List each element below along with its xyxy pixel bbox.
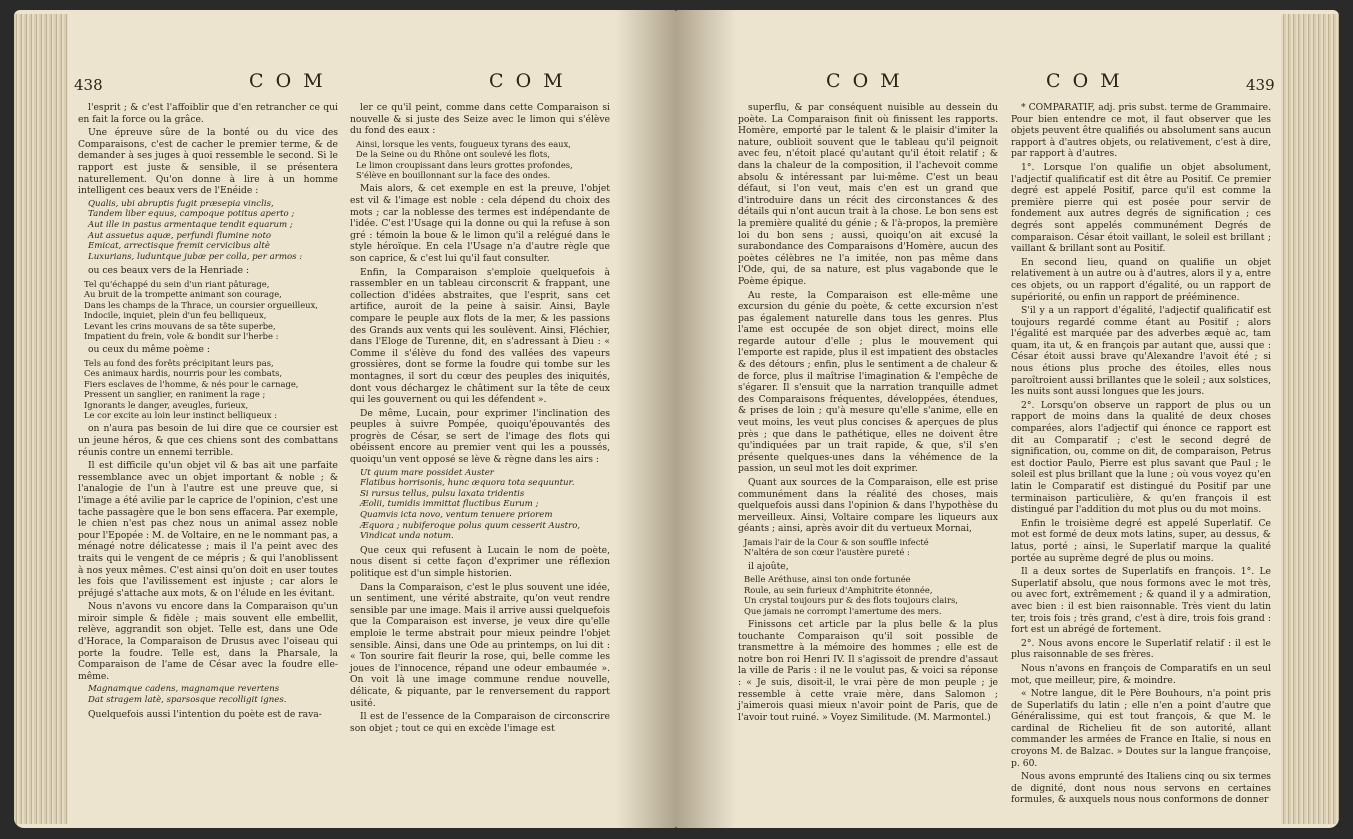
verse-line: Dans les champs de la Thrace, un coursier orgueilleux,	[84, 299, 318, 310]
verse-line: Magnamque cadens, magnamque revertens	[88, 684, 280, 695]
text-column	[78, 102, 338, 722]
text-column	[350, 102, 610, 736]
verse-line: Impatient du frein, vole & bondit sur l'herbe :	[84, 330, 279, 341]
verse-line: Jamais l'air de la Cour & son souffle infecté	[744, 536, 929, 547]
verse-line: Quamvis icta novo, ventum tenuere priorem	[360, 510, 553, 521]
verse-line: Le cor excite au loin leur instinct belliqueux :	[84, 409, 278, 420]
running-head	[676, 70, 1339, 100]
paragraph: 2°. Lorsqu'on observe un rapport de plus ou un rapport de moins dans la qualité de deux choses comparées, alors l'adjectif qui énonce ce rapport est dit au Comparatif ; c'est le second degré de signification, ou, comme on dit, de comparaison, Petrus est doctior Paulo, Pierre est plus savant que Paul ; le soleil est plus brillant que la lune ; où vous voyez qu'en latin le Comparatif est distingué du Positif par une terminaison particulière, & qu'en françois il est distingué par l'addition du mot plus ou du mot moins.	[1011, 399, 1271, 516]
paragraph: Que ceux qui refusent à Lucain le nom de poète, nous disent si cette façon d'exprimer une réflexion politique est d'un simple historien.	[350, 544, 610, 579]
verse-line: Roule, au sein furieux d'Amphitrite étonnée,	[744, 584, 933, 595]
paragraph: Une épreuve sûre de la bonté ou du vice des Comparaisons, c'est de cacher le premier terme, & de demander à ses juges à quoi ressemble le second. Si le rapport est juste & sensible, il se présentera naturellement. Qu'on donne à lire à un homme intelligent ces beaux vers de l'Enéide :	[78, 127, 338, 197]
verse-quotation	[744, 537, 998, 558]
paragraph: Il a deux sortes de Superlatifs en françois. 1°. Le Superlatif absolu, que nous formons avec le mot très, ou avec fort, extrêmement ; & quand il y a admiration, avec bien : il est bien raisonnable. Très vient du latin ter, trois fois ; très grand, c'est à dire, trois fois grand : fort est un abrégé de fortement.	[1011, 566, 1271, 636]
verse-line: Fiers esclaves de l'homme, & nés pour le carnage,	[84, 378, 299, 389]
right-page	[676, 10, 1339, 828]
verse-line: Levant les crins mouvans de sa tête superbe,	[84, 320, 276, 331]
verse-quotation	[360, 468, 610, 542]
paragraph: ler ce qu'il peint, comme dans cette Comparaison si nouvelle & si juste des Seize avec le limon qui s'élève du fond des eaux :	[350, 102, 610, 137]
verse-line: Belle Aréthuse, ainsi ton onde fortunée	[744, 574, 911, 585]
verse-quotation	[88, 199, 338, 263]
paragraph: Finissons cet article par la plus belle & la plus touchante Comparaison qu'il soit possible de transmettre à la mémoire des hommes ; elle est de notre bon roi Henri IV. Il s'agissoit de prendre d'assaut la ville de Paris : il ne le voulut pas, & voici sa réponse : « Je suis, disoit-il, le vrai père de mon peuple ; je ressemble à cette vraie mère, dans Salomon ; j'aimerois quasi mieux n'avoir point de Paris, que de l'avoir tout ruiné. » Voyez Similitude. (M. Marmontel.)	[738, 619, 998, 723]
verse-line: Æolii, tumidis immittat fluctibus Eurum ;	[360, 499, 539, 510]
running-title: C O M	[489, 70, 566, 92]
verse-line: Si rursus tellus, pulsu laxata tridentis	[360, 488, 525, 499]
paragraph: S'il y a un rapport d'égalité, l'adjectif qualificatif est toujours regardé comme étant au Positif ; alors l'égalité est marquée par des adverbes æquè ac, tam quam, ita ut, & en françois par autant que, aussi que : César étoit aussi brave qu'Alexandre l'avoit été ; si nous étions plus proche des étoiles, elles nous paroîtroient aussi brillantes que le soleil ; aux solstices, les nuits sont aussi longues que les jours.	[1011, 305, 1271, 398]
paragraph: ou ces beaux vers de la Henriade :	[88, 265, 250, 277]
verse-line: Flatibus horrisonis, hunc æquora tota sequuntur.	[360, 478, 575, 489]
page-edges-right	[1281, 14, 1339, 824]
verse-line: Emicat, arrectisque fremit cervicibus altè	[88, 241, 270, 252]
paragraph: Enfin, la Comparaison s'emploie quelquefois à rassembler en un tableau circonscrit & frappant, une collection d'idées abstraites, que l'esprit, sans cet artifice, auroit de la peine à saisir. Ainsi, Bayle compare le peuple aux flots de la mer, & les passions des Grands aux vents qui les soulèvent. Ainsi, Fléchier, dans l'Eloge de Turenne, dit, en s'adressant à Dieu : « Comme il s'élève du fond des vallées des vapeurs grossières, dont se forme la foudre qui tombe sur les montagnes, il sort du cœur des peuples des iniquités, dont vous déchargez le châtiment sur la tête de ceux qui les gouvernent ou qui les défendent ».	[350, 266, 610, 406]
verse-line: Luxurians, luduntque jubæ per colla, per armos :	[88, 251, 303, 262]
running-title: C O M	[1046, 70, 1123, 92]
verse-line: Aut ille in pastus armentaque tendit equarum ;	[88, 219, 293, 230]
page-edges-left	[14, 14, 68, 824]
verse-line: Ut quum mare possidet Auster	[360, 467, 494, 478]
verse-line: Pressent un sanglier, en raniment la rage ;	[84, 389, 266, 400]
verse-quotation	[744, 574, 998, 616]
verse-line: Qualis, ubi abruptis fugit præsepia vinclis,	[88, 198, 274, 209]
paragraph: Nous avons emprunté des Italiens cinq ou six termes de dignité, dont nous nous servons en certaines formules, & auxquels nous nous conformons de donner	[1011, 771, 1271, 806]
verse-line: Indocile, inquiet, plein d'un feu belliqueux,	[84, 310, 267, 321]
running-title: C O M	[826, 70, 903, 92]
paragraph: De même, Lucain, pour exprimer l'inclination des peuples à suivre Pompée, quoiqu'épouvantés des progrès de César, se sert de l'image des flots qui obéissent encore au premier vent qui les a poussés, quoiqu'un vent opposé se lève & règne dans les airs :	[350, 407, 610, 466]
page-number: 438	[74, 76, 103, 94]
paragraph: 1°. Lorsque l'on qualifie un objet absolument, l'adjectif qualificatif est dit être au Positif. Ce premier degré est appelé Positif, parce qu'il est comme la première pierre qui est posée pour servir de fondement aux autres degrés de signification ; ces degrés sont appelés communément Degrés de comparaison. César étoit vaillant, le soleil est brillant ; vaillant & brillant sont au Positif.	[1011, 161, 1271, 255]
verse-line: De la Seine ou du Rhône ont soulevé les flots,	[356, 149, 551, 160]
verse-line: Que jamais ne corrompt l'amertume des mers.	[744, 605, 942, 616]
verse-line: Æquora ; nubiferoque polus quum cesserit Austro,	[360, 520, 581, 531]
paragraph: Quelquefois aussi l'intention du poète est de rava-	[88, 708, 322, 720]
verse-line: Un crystal toujours pur & des flots toujours clairs,	[744, 595, 958, 606]
verse-line: Tels au fond des forêts précipitant leurs pas,	[84, 357, 274, 368]
paragraph: Enfin le troisième degré est appelé Superlatif. Ce mot est formé de deux mots latins, super, au dessus, & latus, porté ; ainsi, le Superlatif marque la qualité portée au suprème degré de plus ou moins.	[1011, 517, 1271, 564]
verse-quotation	[84, 279, 338, 341]
verse-line: Tandem liber equus, campoque potitus aperto ;	[88, 209, 295, 220]
running-title: C O M	[249, 70, 326, 92]
paragraph: Il est de l'essence de la Comparaison de circonscrire son objet ; tout ce qui en excède l'image est	[350, 711, 610, 734]
verse-line: Le limon croupissant dans leurs grottes profondes,	[356, 159, 573, 170]
paragraph: Nous n'avons vu encore dans la Comparaison qu'un miroir simple & fidèle ; mais souvent elle embellit, relève, aggrandit son objet. Telle est, dans une Ode d'Horace, la Comparaison de Drusus avec l'oiseau qui porte la foudre. Telle est, dans la Pharsale, la Comparaison de l'ame de César avec la foudre elle-même.	[78, 601, 338, 682]
verse-line: N'altéra de son cœur l'austère pureté :	[744, 547, 910, 558]
paragraph: l'esprit ; & c'est l'affoiblir que d'en retrancher ce qui en fait la force ou la grâce.	[78, 102, 338, 125]
verse-quotation	[88, 684, 338, 705]
verse-line: Dat stragem latè, sparsosque recolligit ignes.	[88, 695, 287, 706]
verse-quotation	[356, 139, 610, 181]
verse-line: Ignorants le danger, aveugles, furieux,	[84, 399, 249, 410]
page-number: 439	[1246, 76, 1275, 94]
paragraph: « Notre langue, dit le Père Bouhours, n'a point pris de Superlatifs du latin ; elle n'en a point d'autre que Généralissime, qui est tout françois, & que M. le cardinal de Richelieu fit de son autorité, allant commander les armées de France en Italie, si nous en croyons M. de Balzac. » Doutes sur la langue françoise, p. 60.	[1011, 688, 1271, 769]
running-head	[14, 70, 676, 100]
paragraph: ou ceux du même poème :	[88, 344, 210, 356]
verse-line: Ces animaux hardis, nourris pour les combats,	[84, 368, 283, 379]
paragraph: Il est difficile qu'un objet vil & bas ait une parfaite ressemblance avec un objet important & noble ; & l'analogie de l'un à l'autre est une preuve que, si l'image a été avilie par le caprice de l'opinion, c'est une tache passagère que le bon sens effacera. Par exemple, le chien n'est pas chez nous un animal assez noble pour l'Epopée : M. de Voltaire, en ne le nommant pas, a ménagé notre délicatesse ; mais il l'a peint avec des traits qui le vengent de ce mépris ; & qui l'anoblissent à nos yeux mêmes. C'est ainsi qu'on doit en user toutes les fois que l'avilissement est injuste ; car alors le préjugé s'attache aux mots, & on l'élude en les évitant.	[78, 460, 338, 599]
text-column	[738, 102, 998, 725]
verse-line: S'élève en bouillonnant sur la face des ondes.	[356, 170, 551, 180]
verse-line: Tel qu'échappé du sein d'un riant pâturage,	[84, 278, 270, 289]
gutter-shadow	[676, 10, 736, 828]
gutter-shadow	[616, 10, 676, 828]
paragraph: Dans la Comparaison, c'est le plus souvent une idée, un sentiment, une vérité abstraite, qu'on veut rendre sensible par une image. Mais il arrive aussi quelquefois que la Comparaison est inverse, je veux dire qu'elle emploie le terme abstrait pour mieux peindre l'objet sensible. Ainsi, dans une Ode au printemps, on lui dit : « Ton sourire fait fleurir la rose, qui, belle comme les joues de l'innocence, répand une odeur embaumée ». On voit là une image commune rendue nouvelle, délicate, & piquante, par le renversement du rapport usité.	[350, 581, 610, 709]
verse-line: Aut assuetus aquæ, perfundi flumine noto	[88, 230, 272, 241]
paragraph: on n'aura pas besoin de lui dire que ce coursier est un jeune héros, & que ces chiens sont des combattans réunis contre un ennemi terrible.	[78, 423, 338, 458]
paragraph: Au reste, la Comparaison est elle-même une excursion du génie du poète, & cette excursion n'est pas également naturelle dans tous les genres. Plus l'ame est occupée de son objet direct, moins elle regarde autour d'elle ; plus le mouvement qui l'emporte est rapide, plus il est impatient des obstacles & des détours ; enfin, plus le sentiment a de chaleur & de force, plus il maîtrise l'imagination & l'empêche de s'égarer. Il s'ensuit que la narration tranquille admet des Comparaisons fréquentes, développées, étendues, & prises de loin ; qu'à mesure qu'elle s'anime, elle en veut moins, les veut plus concises & aperçues de plus près ; que dans le pathétique, elles ne doivent être qu'indiquées par un trait rapide, & que, s'il s'en présente quelques-unes dans la véhémence de la passion, un seul mot les doit exprimer.	[738, 289, 998, 475]
left-page	[14, 10, 676, 828]
text-column	[1011, 102, 1271, 808]
paragraph: En second lieu, quand on qualifie un objet relativement à un autre ou à d'autres, alors il y a, entre ces objets, ou un rapport d'égalité, ou un rapport de supériorité, ou enfin un rapport de prééminence.	[1011, 256, 1271, 303]
paragraph: Nous n'avons en françois de Comparatifs en un seul mot, que meilleur, pire, & moindre.	[1011, 662, 1271, 686]
verse-quotation	[84, 358, 338, 420]
verse-line: Ainsi, lorsque les vents, fougueux tyrans des eaux,	[356, 138, 571, 149]
paragraph: Mais alors, & cet exemple en est la preuve, l'objet est vil & l'image est noble : cela dépend du choix des mots ; car la noblesse des termes est indépendante de l'idée. C'est l'Usage qui la donne ou qui la refuse à son gré : témoin la boue & le limon qu'il a relégué dans le style héroïque. En cela l'Usage n'a d'autre règle que son caprice, & c'est lui qu'il faut consulter.	[350, 183, 610, 264]
paragraph: * COMPARATIF, adj. pris subst. terme de Grammaire. Pour bien entendre ce mot, il faut observer que les objets peuvent être qualifiés ou absolument sans aucun rapport à d'autres objets, ou relativement, c'est à dire, par rapport à d'autres.	[1011, 102, 1271, 160]
paragraph: Quant aux sources de la Comparaison, elle est prise communément dans la réalité des choses, mais quelquefois aussi dans l'opinion & dans l'hypothèse du merveilleux. Ainsi, Voltaire compare les liqueurs aux géants ; ainsi, après avoir dit du vertueux Mornai,	[738, 477, 998, 535]
paragraph: 2°. Nous avons encore le Superlatif relatif : il est le plus raisonnable de ses frères.	[1011, 637, 1271, 661]
verse-line: Vindicat unda notum.	[360, 531, 454, 542]
book-spread	[14, 10, 1339, 830]
paragraph: il ajoûte,	[748, 560, 789, 572]
verse-line: Au bruit de la trompette animant son courage,	[84, 289, 282, 300]
paragraph: superflu, & par conséquent nuisible au dessein du poète. La Comparaison finit où finissent les rapports. Homère, emporté par le talent & le plaisir d'imiter la nature, oublioit souvent que le tableau qu'il peignoit avec feu, n'étoit placé qu'autant qu'il étoit relatif ; & dans la chaleur de la composition, il l'achevoit comme absolu & intéressant par lui-même. C'est un beau défaut, si l'on veut, mais c'en est un grand que d'introduire dans un récit des circonstances & des détails qui n'ont aucun trait à la chose. Le bon sens est la première qualité du génie ; & l'à-propos, la première loi du bon sens ; aussi, quoiqu'on ait excusé la surabondance des Comparaisons d'Homère, aucun des poètes célèbres ne l'a imitée, non pas même dans l'Ode, qui, de sa nature, est plus vagabonde que le Poème épique.	[738, 102, 998, 287]
